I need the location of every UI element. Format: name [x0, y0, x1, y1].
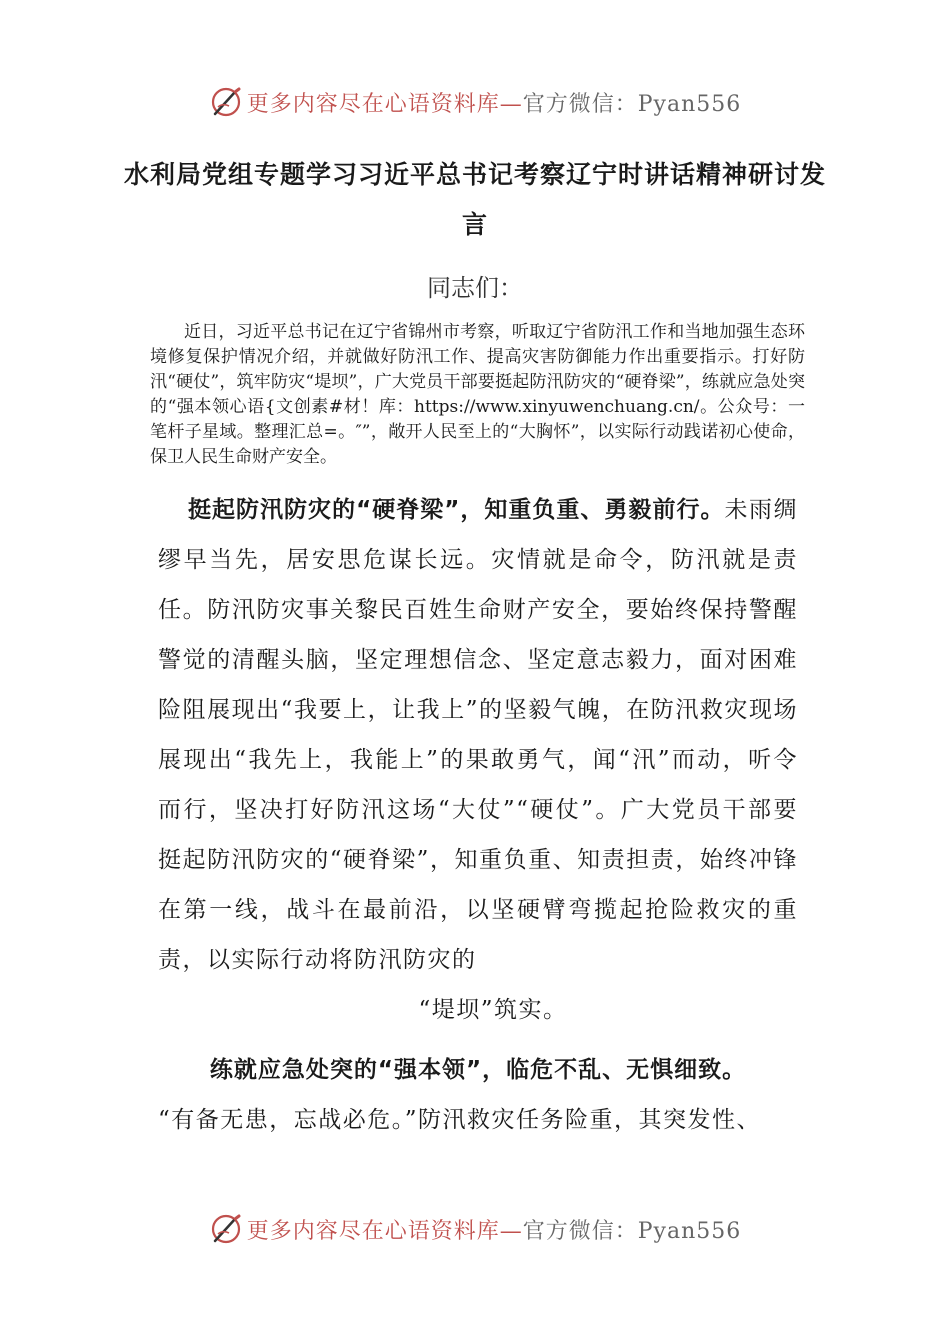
section-heading: 挺起防汛防灾的“硬脊梁”，知重负重、勇毅前行。 — [188, 497, 725, 523]
banner-text: 更多内容尽在心语资料库—官方微信：Pyan556 — [246, 1218, 742, 1244]
section-heading: 练就应急处突的“强本领”，临危不乱、无惧细致。 — [209, 1057, 747, 1083]
section-body: “有备无患，忘战必危。”防汛救灾任务险重，其突发性、 — [158, 1107, 762, 1133]
banner-text: 更多内容尽在心语资料库—官方微信：Pyan556 — [246, 91, 742, 117]
section-1 — [158, 485, 798, 1035]
section-2 — [158, 1045, 798, 1145]
pen-in-circle-icon — [209, 1212, 243, 1246]
section-tail: “堤坝”筑实。 — [418, 997, 568, 1023]
page-title: 水利局党组专题学习习近平总书记考察辽宁时讲话精神研讨发言 — [123, 160, 826, 239]
section-body: 未雨绸缪早当先，居安思危谋长远。灾情就是命令，防汛就是责任。防汛防灾事关黎民百姓生命财产安全，要始终保持警醒警觉的清醒头脑，坚定理想信念、坚定意志毅力，面对困难险阻展现出“我要上，让我上”的坚毅气魄，在防汛救灾现场展现出“我先上，我能上”的果敢勇气，闻“汛”而动，听令而行，坚决打好防汛这场“大仗”“硬仗”。广大党员干部要挺起防汛防灾的“硬脊梁”，知重负重、知责担责，始终冲锋在第一线，战斗在最前沿，以坚硬臂弯揽起抢险救灾的重责，以实际行动将防汛防灾的 — [158, 497, 799, 973]
intro-paragraph: 近日，习近平总书记在辽宁省锦州市考察，听取辽宁省防汛工作和当地加强生态环境修复保护情况介绍，并就做好防汛工作、提高灾害防御能力作出重要指示。打好防汛“硬仗”，筑牢防灾“堤坝”，广大党员干部要挺起防汛防灾的“硬脊梁”，练就应急处突的“强本领心语{文创素#材！库：https://www.xinyuwenchuang.cn/。公众号：一笔杆子星域。整理汇总=。″”，敞开人民至上的“大胸怀”，以实际行动践诺初心使命，保卫人民生命财产安全。 — [150, 322, 805, 467]
pen-in-circle-icon — [209, 85, 243, 119]
greeting: 同志们： — [427, 274, 523, 302]
header-banner — [0, 80, 950, 124]
footer-banner — [0, 1207, 950, 1251]
